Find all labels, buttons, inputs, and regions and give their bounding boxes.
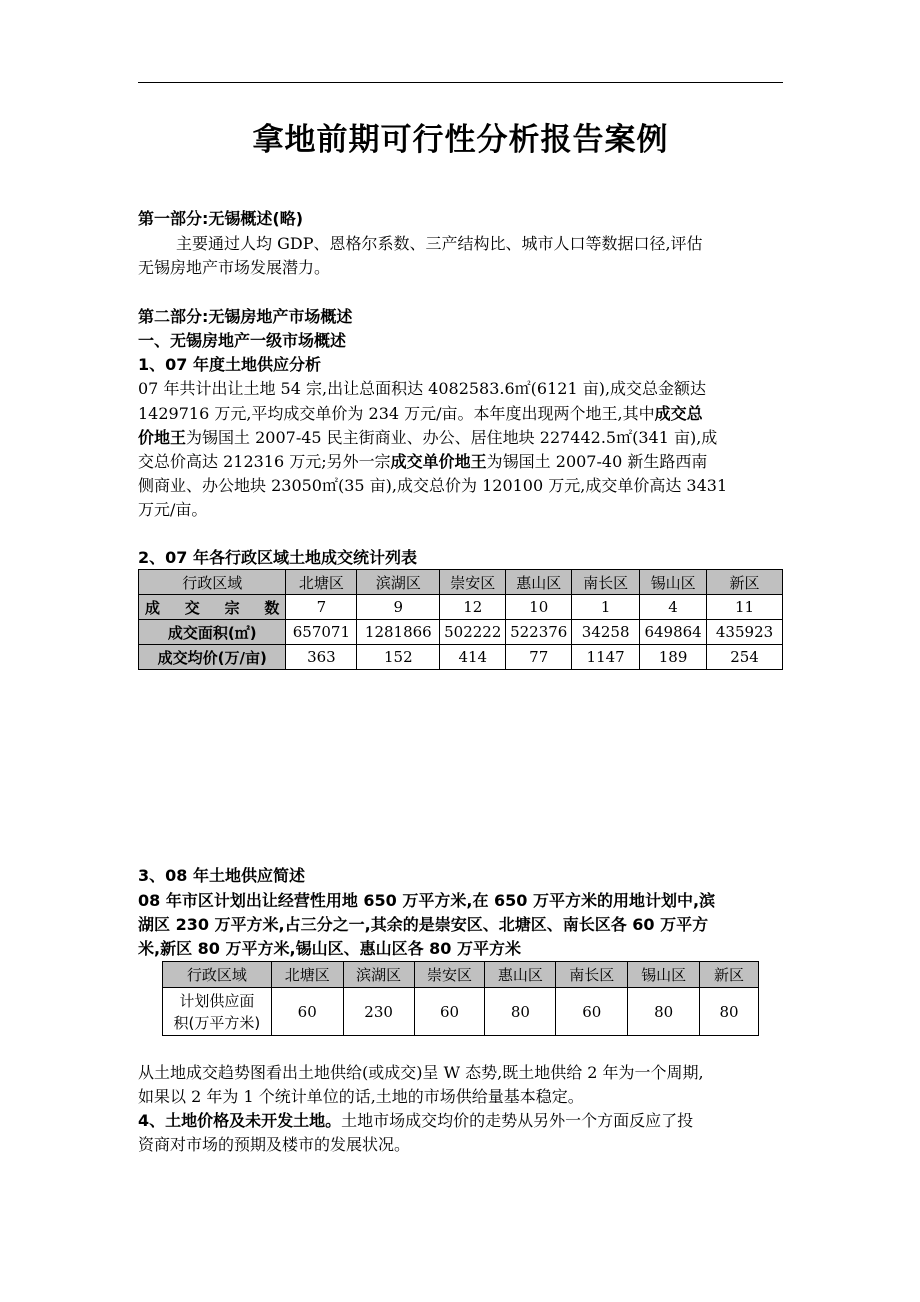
table-header-cell: 滨湖区: [357, 570, 440, 595]
table-header-cell: 崇安区: [440, 570, 506, 595]
table-cell: 414: [440, 645, 506, 670]
row-label: 成交宗数: [139, 595, 286, 620]
table-header-cell: 滨湖区: [343, 962, 414, 988]
table-cell: 80: [700, 988, 759, 1036]
table-cell: 34258: [572, 620, 640, 645]
table-cell: 4: [640, 595, 707, 620]
section1-line2-bold: 成交总: [654, 404, 703, 423]
section1-line2-text: 1429716 万元,平均成交单价为 234 万元/亩。本年度出现两个地王,其中: [138, 404, 655, 423]
table-cell: 657071: [286, 620, 357, 645]
row-label-line1: 计划供应面: [179, 991, 255, 1010]
section1-heading: 1、07 年度土地供应分析: [138, 355, 321, 374]
section1-line4-tail: 为锡国土 2007-40 新生路西南: [486, 452, 708, 471]
section1-line6: 万元/亩。: [138, 500, 208, 519]
section1-line4: [138, 451, 707, 473]
row-label-line2: 积(万平方米): [173, 1013, 261, 1032]
part2-subheading: 一、无锡房地产一级市场概述: [138, 331, 347, 350]
table-cell: 9: [357, 595, 440, 620]
table-cell: 502222: [440, 620, 506, 645]
table-cell: 230: [343, 988, 414, 1036]
table-header-cell: 行政区域: [139, 570, 286, 595]
table-cell: 10: [506, 595, 572, 620]
table-cell: 1: [572, 595, 640, 620]
table-cell: 12: [440, 595, 506, 620]
table-header-cell: 北塘区: [271, 962, 343, 988]
table-row: [139, 620, 783, 645]
section4-line1: [138, 1110, 693, 1132]
section3-line3: 米,新区 80 万平方米,锡山区、惠山区各 80 万平方米: [138, 939, 521, 958]
part2-heading: 第二部分:无锡房地产市场概述: [138, 307, 353, 326]
section1-line4-bold: 成交单价地王: [390, 452, 487, 471]
part1-text-line1: 主要通过人均 GDP、恩格尔系数、三产结构比、城市人口等数据口径,评估: [176, 234, 703, 253]
row-label: [163, 988, 272, 1036]
table-header-cell: 南长区: [572, 570, 640, 595]
section1-line3-text: 为锡国土 2007-45 民主街商业、办公、居住地块 227442.5㎡(341 亩),成: [186, 428, 718, 447]
table-cell: 7: [286, 595, 357, 620]
table-cell: 80: [485, 988, 556, 1036]
table-cell: 60: [271, 988, 343, 1036]
table-header-cell: 南长区: [556, 962, 628, 988]
trend-line1: 从土地成交趋势图看出土地供给(或成交)呈 W 态势,既土地供给 2 年为一个周期,: [138, 1063, 704, 1082]
table-cell: 60: [414, 988, 485, 1036]
land-supply-plan-table: [162, 961, 759, 1036]
table-cell: 649864: [640, 620, 707, 645]
part1-heading: [138, 208, 303, 230]
table-cell: 1281866: [357, 620, 440, 645]
part1-text-line2: 无锡房地产市场发展潜力。: [138, 258, 331, 277]
table-cell: 254: [707, 645, 783, 670]
table-header-cell: 新区: [707, 570, 783, 595]
table-header-cell: 锡山区: [628, 962, 700, 988]
document-title: 拿地前期可行性分析报告案例: [252, 122, 669, 158]
table-header-cell: 行政区域: [163, 962, 272, 988]
table-header-cell: 锡山区: [640, 570, 707, 595]
table-cell: 363: [286, 645, 357, 670]
table-cell: 11: [707, 595, 783, 620]
land-transaction-table: [138, 569, 783, 670]
section1-line1: 07 年共计出让土地 54 宗,出让总面积达 4082583.6㎡(6121 亩),成交总金额达: [138, 379, 707, 398]
table-header-cell: 新区: [700, 962, 759, 988]
table-header-cell: 惠山区: [506, 570, 572, 595]
table-row: [163, 988, 759, 1036]
table-cell: 189: [640, 645, 707, 670]
part1-heading-text: 第一部分:无锡概述(略): [138, 209, 304, 228]
row-label: 成交均价(万/亩): [139, 645, 286, 670]
table-cell: 1147: [572, 645, 640, 670]
section1-line5: 侧商业、办公地块 23050㎡(35 亩),成交总价为 120100 万元,成交单价高达 3431: [138, 476, 728, 495]
table-header-cell: 北塘区: [286, 570, 357, 595]
table-header-cell: 崇安区: [414, 962, 485, 988]
section3-heading: 3、08 年土地供应简述: [138, 866, 305, 885]
trend-line2: 如果以 2 年为 1 个统计单位的话,土地的市场供给量基本稳定。: [138, 1087, 584, 1106]
section2-heading: 2、07 年各行政区域土地成交统计列表: [138, 548, 417, 567]
table-cell: 152: [357, 645, 440, 670]
section1-line2: [138, 403, 703, 425]
table-header-row: [139, 570, 783, 595]
table-cell: 77: [506, 645, 572, 670]
section3-line2: 湖区 230 万平方米,占三分之一,其余的是崇安区、北塘区、南长区各 60 万平方: [138, 915, 709, 934]
table-cell: 522376: [506, 620, 572, 645]
section1-line4-text: 交总价高达 212316 万元;另外一宗: [138, 452, 391, 471]
section1-line3-bold: 价地王: [138, 428, 187, 447]
table-header-row: [163, 962, 759, 988]
section1-line3: [138, 427, 717, 449]
section4-line2: 资商对市场的预期及楼市的发展状况。: [138, 1135, 411, 1154]
section4-heading: 4、土地价格及未开发土地。: [138, 1111, 342, 1130]
table-row: [139, 645, 783, 670]
table-cell: 435923: [707, 620, 783, 645]
table-cell: 60: [556, 988, 628, 1036]
row-label: 成交面积(㎡): [139, 620, 286, 645]
table-cell: 80: [628, 988, 700, 1036]
section3-line1: 08 年市区计划出让经营性用地 650 万平方米,在 650 万平方米的用地计划中,滨: [138, 891, 716, 910]
table-header-cell: 惠山区: [485, 962, 556, 988]
top-rule: [138, 82, 783, 83]
section4-text: 土地市场成交均价的走势从另外一个方面反应了投: [341, 1111, 694, 1130]
table-row: [139, 595, 783, 620]
